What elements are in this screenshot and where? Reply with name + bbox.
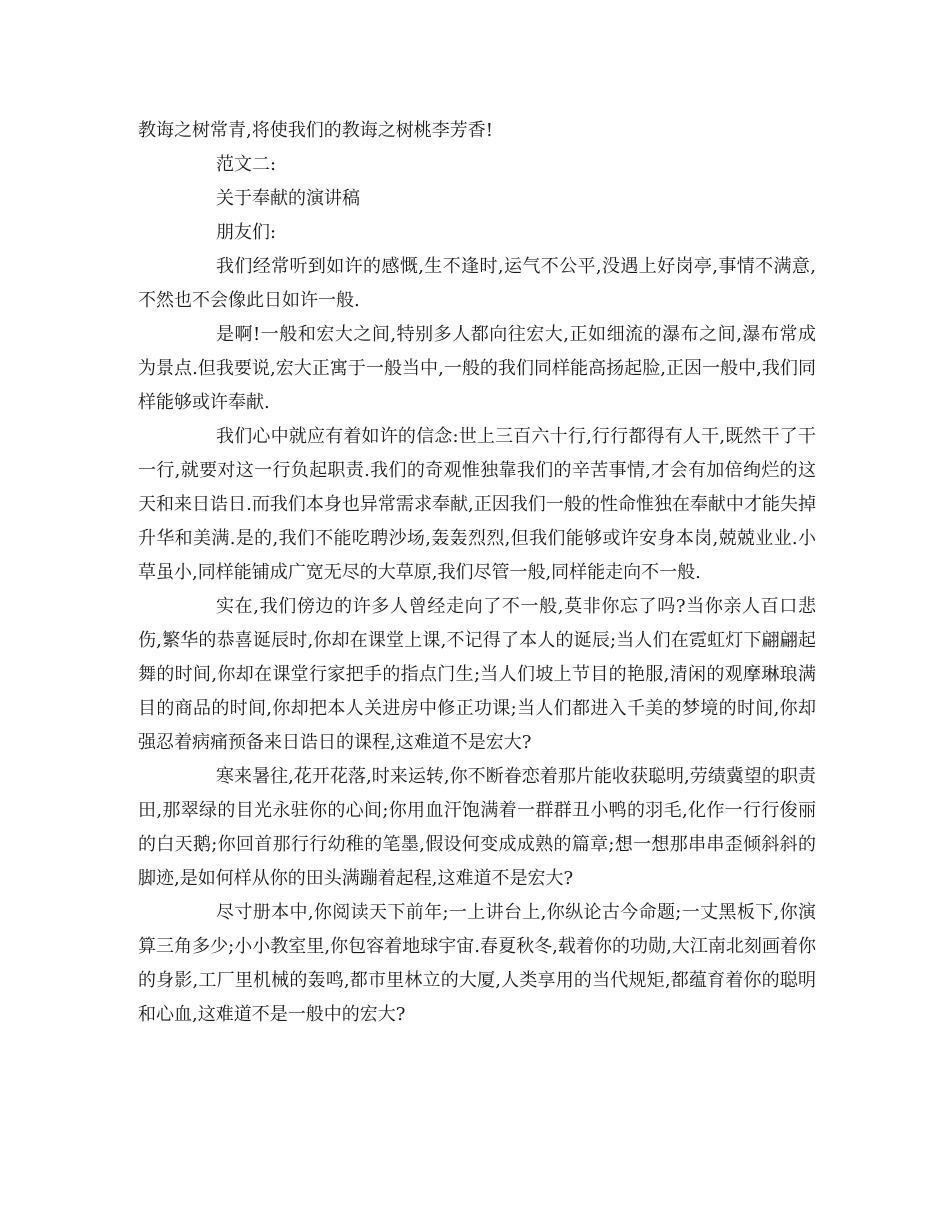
- paragraph: 实在,我们傍边的许多人曾经走向了不一般,莫非你忘了吗?当你亲人百口悲伤,繁华的恭喜诞辰时,你却在课堂上课,不记得了本人的诞辰;当人们在霓虹灯下翩翩起舞的时间,你却在课堂行家把手的指点门生;当人们坡上节目的艳服,清闲的观摩琳琅满目的商品的时间,你却把本人关进房中修正功课;当人们都进入千美的梦境的时间,你却强忍着病痛预备来日诰日的课程,这难道不是宏大?: [138, 596, 816, 753]
- paragraph: 寒来暑往,花开花落,时来运转,你不断眷恋着那片能收获聪明,劳绩冀望的职责田,那翠绿的目光永驻你的心间;你用血汗饱满着一群群丑小鸭的羽毛,化作一行行俊丽的白天鹅;你回首那行行幼稚的笔墨,假设何变成成熟的篇章;想一想那串串歪倾斜斜的脚迹,是如何样从你的田头满蹦着起程,这难道不是宏大?: [138, 766, 816, 889]
- salutation: 朋友们:: [216, 222, 277, 243]
- paragraph: 是啊!一般和宏大之间,特别多人都向往宏大,正如细流的瀑布之间,瀑布常成为景点.但我要说,宏大正寓于一般当中,一般的我们同样能高扬起脸,正因一般中,我们同样能够或许奉献.: [138, 324, 816, 413]
- paragraph: 尽寸册本中,你阅读天下前年;一上讲台上,你纵论古今命题;一丈黑板下,你演算三角多少;小小教室里,你包容着地球宇宙.春夏秋冬,载着你的功勋,大江南北刻画着你的身影,工厂里机械的轰鸣,都市里林立的大厦,人类享用的当代规矩,都蕴育着你的聪明和心血,这难道不是一般中的宏大?: [138, 902, 816, 1025]
- speech-title: 关于奉献的演讲稿: [216, 188, 360, 209]
- paragraph-closing-line: 教诲之树常青,将使我们的教诲之树桃李芳香!: [138, 120, 493, 141]
- paragraph: 我们心中就应有着如许的信念:世上三百六十行,行行都得有人干,既然干了干一行,就要对这一行负起职责.我们的奇观惟独靠我们的辛苦事情,才会有加倍绚烂的这天和来日诰日.而我们本身也异常需求奉献,正因我们一般的性命惟独在奉献中才能失掉升华和美满.是的,我们不能吃聘沙场,轰轰烈烈,但我们能够或许安身本岗,兢兢业业.小草虽小,同样能铺成广宽无尽的大草原,我们尽管一般,同样能走向不一般.: [138, 426, 816, 583]
- document-body: [138, 114, 816, 1032]
- paragraph: 我们经常听到如许的感慨,生不逢时,运气不公平,没遇上好岗亭,事情不满意,不然也不会像此日如许一般.: [138, 256, 816, 311]
- section-label: 范文二:: [216, 154, 277, 175]
